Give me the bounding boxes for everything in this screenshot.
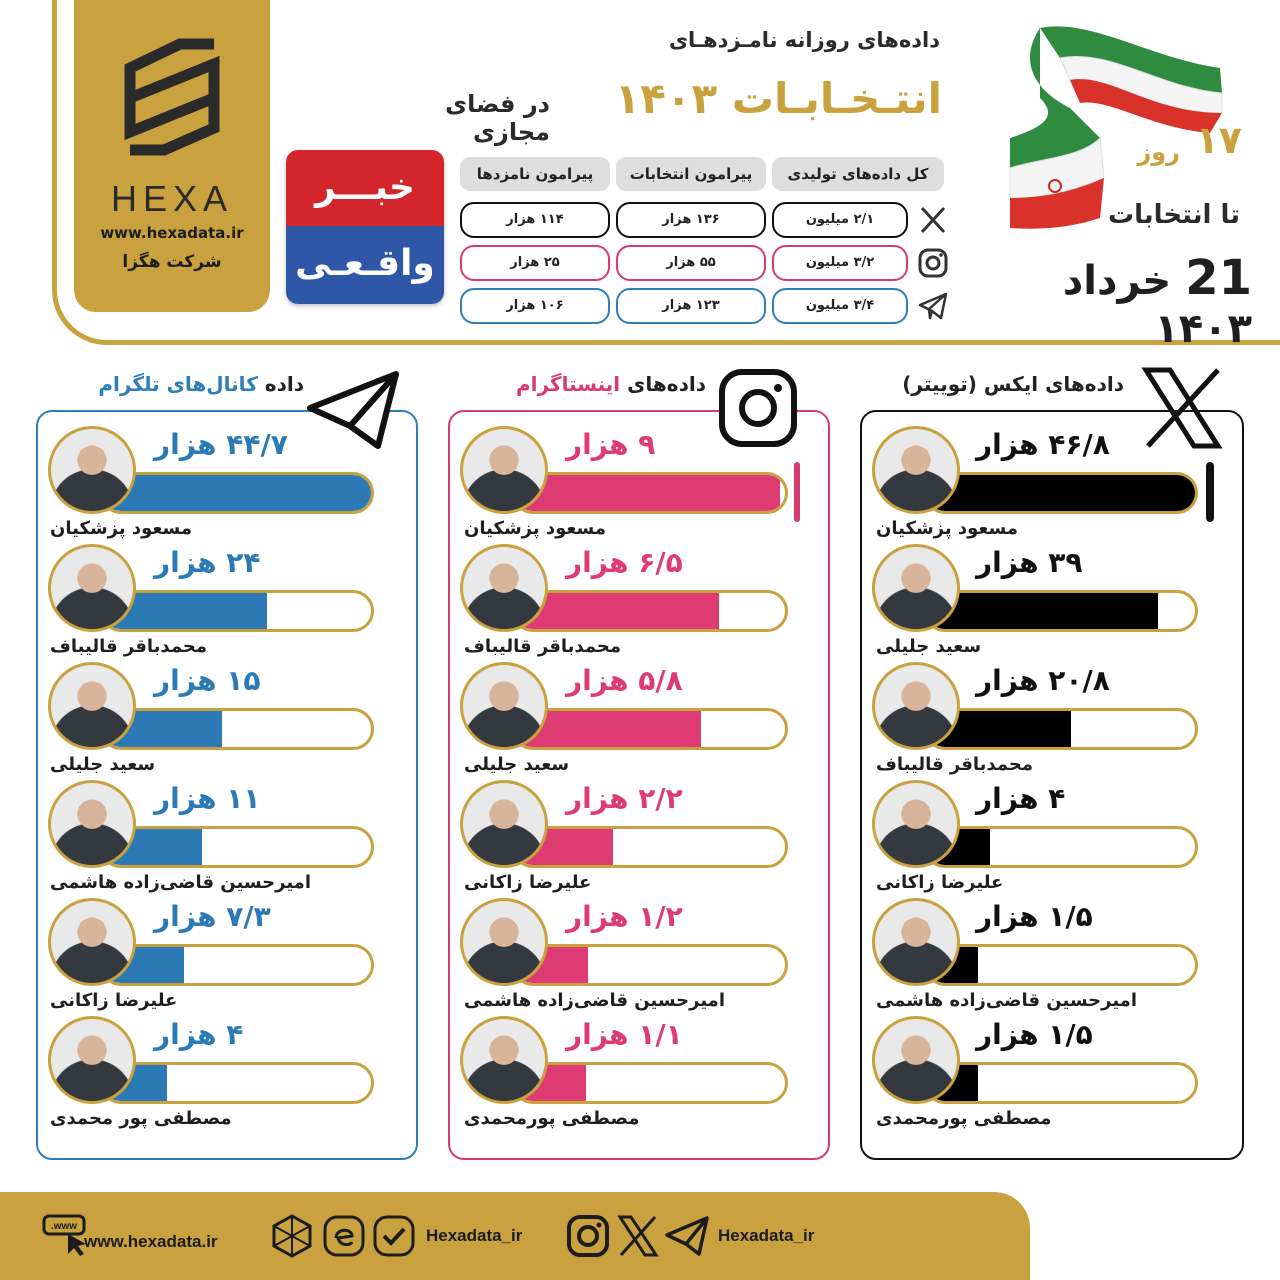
brand-company: شرکت هگزا [122, 252, 222, 272]
telegram-bar-track [100, 826, 374, 868]
candidate-photo [872, 898, 960, 986]
countdown-until: تا انتخابات [1107, 200, 1240, 230]
instagram-scrollbar[interactable] [794, 462, 800, 522]
x-candidate-name: مسعود پزشکیان [876, 518, 1019, 539]
instagram-bar [515, 475, 780, 511]
candidate-photo [460, 780, 548, 868]
x-bar-track [924, 472, 1198, 514]
instagram-bar-track [512, 472, 788, 514]
x-bar-value-label: ۱/۵ هزار [976, 900, 1093, 933]
telegram-bar-value-label: ۴۴/۷ هزار [154, 428, 288, 461]
col-head-total: کل داده‌های تولیدی [772, 157, 944, 191]
instagram-bar-track [512, 944, 788, 986]
candidate-photo [48, 1016, 136, 1104]
telegram-panel-title-highlight: کانال‌های تلگرام [98, 372, 258, 396]
telegram-bar-value-label: ۷/۳ هزار [154, 900, 271, 933]
x-panel-title [860, 372, 1124, 396]
check-badge-icon[interactable] [372, 1214, 416, 1258]
news-logo-top: خبـــر [286, 150, 444, 226]
instagram-panel-title [448, 372, 706, 396]
candidate-photo [48, 780, 136, 868]
telegram-bar-track [100, 944, 374, 986]
instagram-bar-value-label: ۱/۲ هزار [566, 900, 683, 933]
telegram-panel-title [36, 372, 304, 396]
instagram-candidate-name: امیرحسین قاضی‌زاده هاشمی [464, 990, 725, 1011]
x-bar-track [924, 1062, 1198, 1104]
election-date [1000, 250, 1252, 352]
footer-handle-2[interactable]: Hexadata_ir [718, 1226, 815, 1245]
candidate-photo [872, 662, 960, 750]
telegram-bar-track [100, 708, 374, 750]
candidate-photo [460, 662, 548, 750]
candidate-photo [48, 426, 136, 514]
candidate-photo [872, 426, 960, 514]
x-candidate-name: امیرحسین قاضی‌زاده هاشمی [876, 990, 1137, 1011]
telegram-bar [103, 475, 371, 511]
x-scrollbar[interactable] [1206, 462, 1214, 522]
instagram-total: ۳/۲ میلیون [772, 245, 908, 281]
footer-website[interactable]: www.hexadata.ir [84, 1232, 218, 1251]
x-candidate-name: مصطفی پورمحمدی [876, 1108, 1052, 1129]
x-bar-value-label: ۴ هزار [976, 782, 1066, 815]
brand-name: HEXA [110, 178, 234, 219]
x-bar-track [924, 590, 1198, 632]
instagram-candidate-name: مصطفی پورمحمدی [464, 1108, 640, 1129]
telegram-candidate-name: علیرضا زاکانی [50, 990, 178, 1011]
hexagon-pattern-icon[interactable] [270, 1214, 314, 1258]
instagram-bar-track [512, 708, 788, 750]
candidate-photo [48, 544, 136, 632]
x-bar-value-label: ۴۶/۸ هزار [976, 428, 1110, 461]
countdown-days-unit: روز [1137, 138, 1180, 166]
x-bar [927, 593, 1158, 629]
telegram-candidates: ۱۰۶ هزار [460, 288, 610, 324]
instagram-bar-track [512, 1062, 788, 1104]
instagram-panel-title-highlight: اینستاگرام [515, 372, 621, 396]
instagram-candidate-name: محمدباقر قالیباف [464, 636, 622, 657]
x-icon [916, 203, 950, 237]
hexa-brand-box [74, 0, 270, 312]
telegram-candidate-name: سعید جلیلی [50, 754, 156, 775]
election-date-day: 21 [1185, 250, 1252, 306]
candidate-photo [460, 1016, 548, 1104]
telegram-bar-value-label: ۱۵ هزار [154, 664, 261, 697]
telegram-candidate-name: امیرحسین قاضی‌زاده هاشمی [50, 872, 311, 893]
x-total: ۲/۱ میلیون [772, 202, 908, 238]
x-panel-title-highlight: ایکس (توییتر) [902, 372, 1039, 396]
x-bar-value-label: ۳۹ هزار [976, 546, 1083, 579]
instagram-bar-track [512, 826, 788, 868]
news-logo [286, 150, 444, 304]
instagram-candidate-name: سعید جلیلی [464, 754, 570, 775]
instagram-candidate-name: علیرضا زاکانی [464, 872, 592, 893]
instagram-bar-value-label: ۶/۵ هزار [566, 546, 683, 579]
instagram-icon [916, 246, 950, 280]
candidate-photo [460, 544, 548, 632]
telegram-total: ۳/۴ میلیون [772, 288, 908, 324]
candidate-photo [460, 426, 548, 514]
header-title: انتـخـابـات ۱۴۰۳ [614, 74, 942, 123]
telegram-icon [916, 289, 950, 323]
telegram-election: ۱۲۳ هزار [616, 288, 766, 324]
telegram-bar-value-label: ۲۴ هزار [154, 546, 261, 579]
svg-text:www.: www. [50, 1221, 78, 1232]
footer-instagram-icon[interactable] [566, 1214, 610, 1258]
instagram-bar-value-label: ۹ هزار [566, 428, 656, 461]
brand-url[interactable]: www.hexadata.ir [100, 224, 244, 242]
instagram-bar-track [512, 590, 788, 632]
telegram-bar-value-label: ۱۱ هزار [154, 782, 261, 815]
x-candidate-name: علیرضا زاکانی [876, 872, 1004, 893]
col-head-election: پیرامون انتخابات [616, 157, 766, 191]
telegram-candidate-name: مسعود پزشکیان [50, 518, 193, 539]
election-date-rest: خرداد ۱۴۰۳ [1062, 258, 1252, 352]
x-bar-track [924, 708, 1198, 750]
telegram-candidate-name: محمدباقر قالیباف [50, 636, 208, 657]
candidate-photo [48, 662, 136, 750]
telegram-bar-value-label: ۴ هزار [154, 1018, 244, 1051]
telegram-panel-title-prefix: داده [264, 372, 304, 396]
telegram-bar-track [100, 1062, 374, 1104]
col-head-candidates: پیرامون نامزدها [460, 157, 610, 191]
footer-handle-1[interactable]: Hexadata_ir [426, 1226, 523, 1245]
news-logo-bottom: واقـعـی [286, 226, 444, 304]
hexa-logo-icon [110, 34, 236, 160]
candidate-photo [872, 780, 960, 868]
instagram-election: ۵۵ هزار [616, 245, 766, 281]
x-bar-track [924, 826, 1198, 868]
instagram-bar-value-label: ۲/۲ هزار [566, 782, 683, 815]
instagram-candidate-name: مسعود پزشکیان [464, 518, 607, 539]
footer [0, 1192, 1030, 1280]
candidate-photo [872, 1016, 960, 1104]
candidate-photo [48, 898, 136, 986]
instagram-panel-title-prefix: داده‌های [627, 372, 706, 396]
countdown-days: ۱۷ [1195, 118, 1242, 162]
x-bar [927, 475, 1195, 511]
x-candidate-name: محمدباقر قالیباف [876, 754, 1034, 775]
header-title-suffix: در فضای مجازی [445, 90, 550, 146]
telegram-candidate-name: مصطفی پور محمدی [50, 1108, 232, 1129]
x-candidate-name: سعید جلیلی [876, 636, 982, 657]
instagram-candidates: ۲۵ هزار [460, 245, 610, 281]
instagram-bar-value-label: ۵/۸ هزار [566, 664, 683, 697]
header-subtitle: داده‌های روزانه نامـزدهـای [668, 28, 940, 52]
x-panel-title-prefix: داده‌های [1045, 372, 1124, 396]
x-candidates: ۱۱۴ هزار [460, 202, 610, 238]
candidate-photo [460, 898, 548, 986]
x-bar-value-label: ۲۰/۸ هزار [976, 664, 1110, 697]
x-election: ۱۳۶ هزار [616, 202, 766, 238]
footer-x-icon[interactable] [616, 1214, 660, 1258]
telegram-bar-track [100, 472, 374, 514]
eitaa-icon[interactable] [322, 1214, 366, 1258]
x-bar-value-label: ۱/۵ هزار [976, 1018, 1093, 1051]
candidate-photo [872, 544, 960, 632]
x-bar-track [924, 944, 1198, 986]
footer-telegram-icon[interactable] [664, 1214, 710, 1258]
instagram-bar-value-label: ۱/۱ هزار [566, 1018, 683, 1051]
telegram-bar-track [100, 590, 374, 632]
